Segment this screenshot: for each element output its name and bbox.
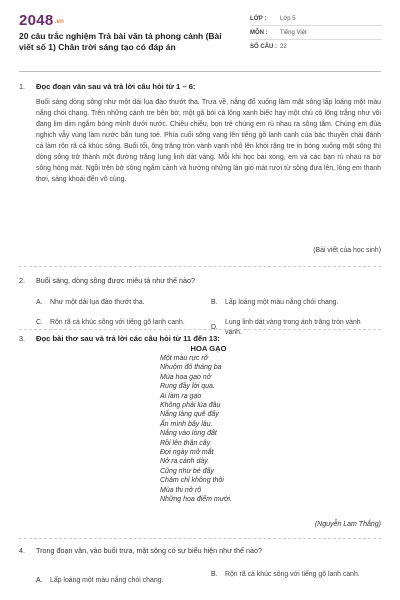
poem-line: Nắng vào lòng đất	[160, 430, 217, 438]
poem-line: Mùa thi nở rộ	[160, 486, 202, 494]
poem-line: Nhuộm đỏ tháng ba	[160, 364, 222, 372]
option-letter: C.	[36, 319, 43, 326]
option-text: Như một dải lụa đào thướt tha.	[50, 299, 145, 306]
option-letter: D.	[211, 324, 218, 331]
poem-author: (Nguyễn Lam Thắng)	[314, 521, 381, 528]
meta-label: MÔN :	[250, 29, 268, 36]
option-letter: B.	[211, 299, 218, 306]
option-text: Lấp loáng một màu nắng chói chang.	[225, 299, 339, 306]
poem-body	[160, 354, 360, 505]
question-text: Đọc đoạn văn sau và trả lời câu hỏi từ 1 – 6:	[36, 82, 196, 91]
meta-label: SỐ CÂU :	[250, 44, 277, 50]
poem-line: Chăm chỉ không thôi	[160, 477, 224, 485]
option-text: Rộn rã cả khúc sông với tiếng gõ lanh canh.	[225, 571, 360, 578]
poem-line: Nắng làng quê đấy	[160, 411, 219, 419]
site-logo[interactable]	[19, 12, 64, 29]
option-text: Lấp loáng một màu nắng chói chang.	[50, 577, 164, 584]
poem-title: HOA GẠO	[190, 344, 227, 353]
meta-label: LỚP :	[250, 15, 267, 22]
poem-line: Rung đầy lời qua.	[160, 383, 215, 391]
option-b[interactable]	[211, 570, 381, 580]
option-b[interactable]	[211, 298, 381, 308]
meta-row-subject	[250, 26, 382, 40]
poem-line: Không phải lúa đâu	[160, 402, 221, 410]
question-separator	[19, 266, 381, 267]
document-meta	[250, 12, 382, 54]
question-text: Buổi sáng, dòng sông được miêu tả như thế nào?	[36, 276, 195, 285]
question-text: Trong đoạn văn, vào buổi trưa, mặt sông có sự biểu hiện như thế nào?	[36, 546, 262, 555]
question-1	[19, 82, 381, 262]
poem-line: Ai làm ra gạo	[160, 392, 202, 400]
meta-row-count	[250, 40, 382, 54]
question-4	[19, 546, 381, 598]
question-number: 3.	[19, 334, 25, 343]
question-3	[19, 334, 381, 534]
option-c[interactable]	[36, 318, 196, 328]
page-header	[0, 0, 400, 66]
question-separator	[19, 329, 381, 330]
logo-suffix: .vn	[54, 19, 65, 25]
poem-line: Ấn mình bấy lâu.	[160, 420, 213, 428]
question-text: Đọc bài thơ sau và trả lời các câu hỏi từ 11 đến 13:	[36, 334, 220, 343]
meta-value: 22	[280, 44, 287, 50]
reading-passage: Buổi sáng dòng sông như một dải lụa đào thướt tha. Trưa về, nắng đổ xuống làm mặt sông lấp loáng một màu nắng chói chang. Trên những cánh tre bên bờ, một gã bói cá lông xanh biếc hay một chú cò lông trắng như vôi đang lim dim ngắm bóng mình dưới nước. Chiều chiều, bọn trẻ chúng em rủ nhau ra sông tắm. Chúng em đùa nghịch vẫy vùng làm nước bắn tung toé. Phía cuối sông vang lên tiếng gõ lanh canh của bác thuyền chài đánh cá làm rộn rã cả khúc sông. Buổi tối, ông trăng tròn vành vạnh nhô lên khỏi rặng tre in bóng xuống mặt sông thì dòng sông trở thành một đường trăng lung linh dát vàng. Mỗi khi học bài xong, em và các bạn rủ nhau ra bờ sông hóng mát. Ngồi trên bờ sông ngắm cảnh và hưởng những làn gió mát rượi từ sông đưa lên, lòng em thanh thơi, sảng khoái đến vô cùng.	[36, 99, 381, 183]
poem-line: Nở ra cánh dày.	[160, 458, 210, 466]
header-divider	[19, 71, 381, 72]
meta-value: Tiếng Việt	[280, 29, 307, 36]
question-number: 1.	[19, 82, 25, 91]
meta-row-class	[250, 12, 382, 26]
option-letter: A.	[36, 577, 43, 584]
poem-line: Mùa hoa gạo nở	[160, 373, 211, 381]
question-number: 2.	[19, 276, 25, 285]
poem-line: Một màu rực rỡ	[160, 355, 208, 362]
meta-value: Lớp 5	[280, 15, 296, 22]
option-letter: A.	[36, 299, 43, 306]
logo-text: 2048	[19, 12, 54, 29]
poem-line: Rồi lên thân cây	[160, 439, 211, 447]
poem-line: Đợi ngày mở mắt	[160, 449, 214, 457]
document-title: 20 câu trắc nghiệm Trả bài văn tả phong cảnh (Bài viết số 1) Chân trời sáng tạo có đáp án	[19, 31, 222, 52]
option-a[interactable]	[36, 576, 196, 586]
question-number: 4.	[19, 546, 25, 555]
option-a[interactable]	[36, 298, 196, 308]
passage-source: (Bài viết của học sinh)	[313, 247, 381, 254]
option-text: Rộn rã cả khúc sông với tiếng gõ lanh canh.	[50, 319, 185, 326]
question-separator	[19, 538, 381, 539]
poem-line: Những hoa điểm mười.	[160, 496, 232, 504]
option-text: Lung linh dát vàng trong ánh trăng tròn vành vạnh.	[225, 319, 361, 336]
option-letter: B.	[211, 571, 218, 578]
poem-line: Cũng như bé đấy	[160, 467, 214, 475]
